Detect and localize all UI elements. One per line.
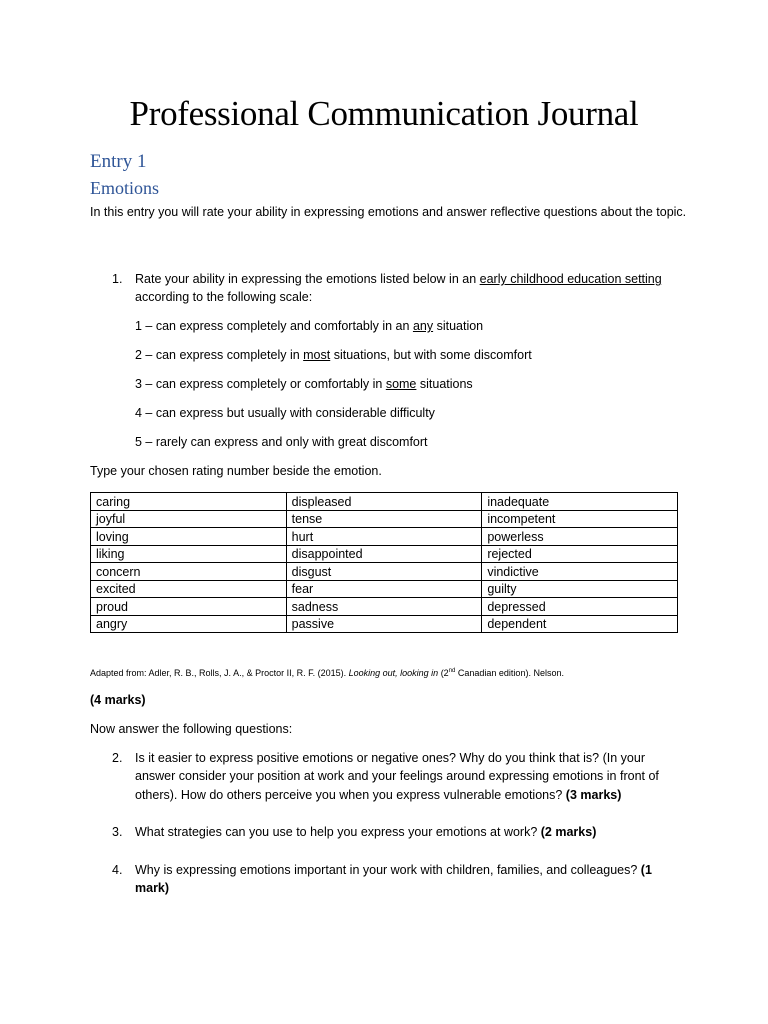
scale-item-2 (135, 346, 532, 364)
table-cell[interactable]: caring (91, 493, 287, 511)
table-cell[interactable]: disgust (286, 563, 482, 581)
marks-question-3: (2 marks) (540, 825, 597, 839)
table-cell[interactable]: joyful (91, 510, 287, 528)
question-4-text (135, 861, 680, 879)
question-2-line2: answer consider your position at work and your feelings around expressing emotions in front of (135, 769, 659, 783)
table-row (91, 528, 678, 546)
question-2-line3 (135, 786, 680, 804)
table-cell[interactable]: rejected (482, 545, 678, 563)
scale-item-3 (135, 375, 473, 393)
table-cell[interactable]: vindictive (482, 563, 678, 581)
citation-book-title: Looking out, looking in (348, 668, 439, 678)
emotions-table (90, 492, 678, 633)
scale-item-text: 5 – rarely can express and only with great discomfort (135, 435, 428, 449)
table-cell[interactable]: proud (91, 598, 287, 616)
scale-item-4 (135, 404, 435, 422)
table-row (91, 510, 678, 528)
question-1-underlined-setting: early childhood education setting (479, 272, 662, 286)
scale-item-text-end: situation (433, 319, 484, 333)
scale-item-1 (135, 317, 483, 335)
table-cell[interactable]: angry (91, 615, 287, 633)
marks-question-1: (4 marks) (90, 693, 146, 707)
question-1-number: 1. (112, 272, 123, 286)
table-cell[interactable]: concern (91, 563, 287, 581)
table-cell[interactable]: excited (91, 580, 287, 598)
table-cell[interactable]: tense (286, 510, 482, 528)
citation-text-end: Canadian edition). Nelson. (455, 668, 564, 678)
citation-edition-start: (2 (438, 668, 449, 678)
table-cell[interactable]: incompetent (482, 510, 678, 528)
scale-item-text: 2 – can express completely in (135, 348, 304, 362)
question-3-text-body: What strategies can you use to help you express your emotions at work? (135, 825, 541, 839)
table-row (91, 545, 678, 563)
section-heading: Emotions (90, 178, 160, 198)
table-cell[interactable]: passive (286, 615, 482, 633)
table-cell[interactable]: fear (286, 580, 482, 598)
marks-question-4: (1 (640, 863, 652, 877)
question-1-text (135, 270, 680, 288)
now-answer-instruction: Now answer the following questions: (90, 722, 293, 736)
question-1-text-start: Rate your ability in expressing the emotions listed below in an (135, 272, 480, 286)
document-title: Professional Communication Journal (129, 94, 639, 133)
question-2-number: 2. (112, 751, 123, 765)
question-4-text-body: Why is expressing emotions important in your work with children, families, and colleagues? (135, 863, 641, 877)
table-row (91, 580, 678, 598)
question-4-number: 4. (112, 863, 123, 877)
table-row (91, 563, 678, 581)
question-1-text-line2: according to the following scale: (135, 290, 313, 304)
intro-paragraph: In this entry you will rate your ability in expressing emotions and answer reflective questions about the topic. (90, 205, 687, 219)
table-row (91, 615, 678, 633)
table-cell[interactable]: liking (91, 545, 287, 563)
question-3-text (135, 823, 680, 841)
citation-superscript: nd (448, 668, 456, 674)
table-cell[interactable]: depressed (482, 598, 678, 616)
marks-question-2: (3 marks) (565, 788, 622, 802)
scale-item-text-end: situations (416, 377, 473, 391)
scale-item-underlined: any (412, 319, 434, 333)
table-cell[interactable]: sadness (286, 598, 482, 616)
question-3-number: 3. (112, 825, 123, 839)
table-cell[interactable]: dependent (482, 615, 678, 633)
scale-item-text: 1 – can express completely and comfortably in an (135, 319, 413, 333)
table-row (91, 493, 678, 511)
scale-item-text: 4 – can express but usually with considerable difficulty (135, 406, 435, 420)
scale-item-underlined: some (385, 377, 417, 391)
table-cell[interactable]: hurt (286, 528, 482, 546)
table-cell[interactable]: powerless (482, 528, 678, 546)
citation (90, 667, 564, 679)
table-cell[interactable]: loving (91, 528, 287, 546)
table-cell[interactable]: disappointed (286, 545, 482, 563)
scale-item-5 (135, 433, 428, 451)
question-2-text-end: others). How do others perceive you when you express vulnerable emotions? (135, 788, 566, 802)
scale-item-underlined: most (303, 348, 331, 362)
table-cell[interactable]: guilty (482, 580, 678, 598)
scale-item-text-end: situations, but with some discomfort (330, 348, 532, 362)
table-row (91, 598, 678, 616)
table-cell[interactable]: displeased (286, 493, 482, 511)
marks-question-4-line2: mark) (135, 881, 170, 895)
entry-heading: Entry 1 (90, 151, 147, 172)
citation-text: Adapted from: Adler, R. B., Rolls, J. A., & Proctor II, R. F. (2015). (90, 668, 349, 678)
question-2-line1: Is it easier to express positive emotions or negative ones? Why do you think that is? (In your (135, 751, 645, 765)
rating-instruction: Type your chosen rating number beside the emotion. (90, 464, 382, 478)
scale-item-text: 3 – can express completely or comfortably in (135, 377, 386, 391)
table-cell[interactable]: inadequate (482, 493, 678, 511)
